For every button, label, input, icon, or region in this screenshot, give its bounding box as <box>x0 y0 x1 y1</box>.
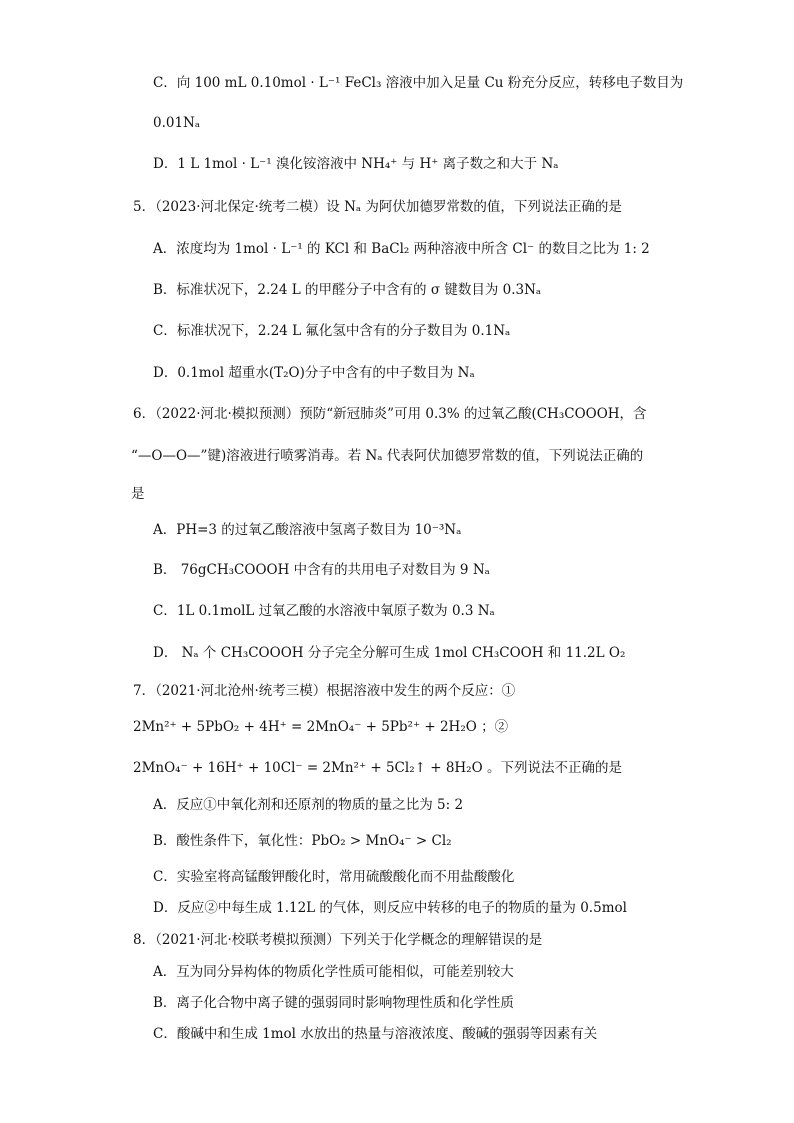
q6-option-b: B． 76gCH₃COOOH 中含有的共用电子对数目为 9 Nₐ <box>153 562 490 578</box>
q6-stem-line1: 6．（2022·河北·模拟预测）预防“新冠肺炎”可用 0.3% 的过氧乙酸(CH₃COOOH，含 <box>133 406 647 422</box>
q4-option-c-line2: 0.01Nₐ <box>153 115 201 131</box>
q8-stem: 8．（2021·河北·校联考模拟预测）下列关于化学概念的理解错误的是 <box>133 932 543 948</box>
q8-option-a: A．互为同分异构体的物质化学性质可能相似，可能差别较大 <box>153 964 514 980</box>
q5-option-d: D．0.1mol 超重水(T₂O)分子中含有的中子数目为 Nₐ <box>153 365 475 381</box>
q6-stem-line3: 是 <box>131 486 145 502</box>
q4-option-c-line1: C．向 100 mL 0.10mol · L⁻¹ FeCl₃ 溶液中加入足量 Cu 粉充分反应，转移电子数目为 <box>153 75 684 91</box>
q5-option-a: A．浓度均为 1mol · L⁻¹ 的 KCl 和 BaCl₂ 两种溶液中所含 Cl⁻ 的数目之比为 1: 2 <box>153 241 650 257</box>
q7-option-d: D．反应②中每生成 1.12L 的气体，则反应中转移的电子的物质的量为 0.5mol <box>153 900 627 916</box>
q7-option-a: A．反应①中氧化剂和还原剂的物质的量之比为 5: 2 <box>153 797 464 813</box>
q7-reaction-1: 2Mn²⁺ + 5PbO₂ + 4H⁺ = 2MnO₄⁻ + 5Pb²⁺ + 2H₂O ；② <box>133 719 509 735</box>
q6-option-a: A．PH=3 的过氧乙酸溶液中氢离子数目为 10⁻³Nₐ <box>153 522 462 538</box>
q4-option-d: D．1 L 1mol · L⁻¹ 溴化铵溶液中 NH₄⁺ 与 H⁺ 离子数之和大于 Nₐ <box>153 156 559 172</box>
q8-option-b: B．离子化合物中离子键的强弱同时影响物理性质和化学性质 <box>153 995 514 1011</box>
q7-option-c: C．实验室将高锰酸钾酸化时，常用硫酸酸化而不用盐酸酸化 <box>153 869 515 885</box>
q5-stem: 5．（2023·河北保定·统考二模）设 Nₐ 为阿伏加德罗常数的值，下列说法正确的是 <box>133 199 622 215</box>
q6-option-d: D． Nₐ 个 CH₃COOOH 分子完全分解可生成 1mol CH₃COOH 和 11.2L O₂ <box>153 645 626 661</box>
q6-stem-line2: “—O—O—”键)溶液进行喷雾消毒。若 Nₐ 代表阿伏加德罗常数的值，下列说法正确的 <box>131 448 644 464</box>
q6-option-c: C．1L 0.1molL 过氧乙酸的水溶液中氧原子数为 0.3 Nₐ <box>153 603 495 619</box>
q5-option-b: B．标准状况下，2.24 L 的甲醛分子中含有的 σ 键数目为 0.3Nₐ <box>153 282 542 298</box>
q5-option-c: C．标准状况下，2.24 L 氟化氢中含有的分子数目为 0.1Nₐ <box>153 323 511 339</box>
q7-stem-line1: 7．（2021·河北沧州·统考三模）根据溶液中发生的两个反应：① <box>133 683 516 699</box>
q8-option-c: C．酸碱中和生成 1mol 水放出的热量与溶液浓度、酸碱的强弱等因素有关 <box>153 1026 598 1042</box>
q7-option-b: B．酸性条件下，氧化性：PbO₂ > MnO₄⁻ > Cl₂ <box>153 833 452 849</box>
q7-reaction-2: 2MnO₄⁻ + 16H⁺ + 10Cl⁻ = 2Mn²⁺ + 5Cl₂↑ + 8H₂O 。下列说法不正确的是 <box>133 760 622 776</box>
